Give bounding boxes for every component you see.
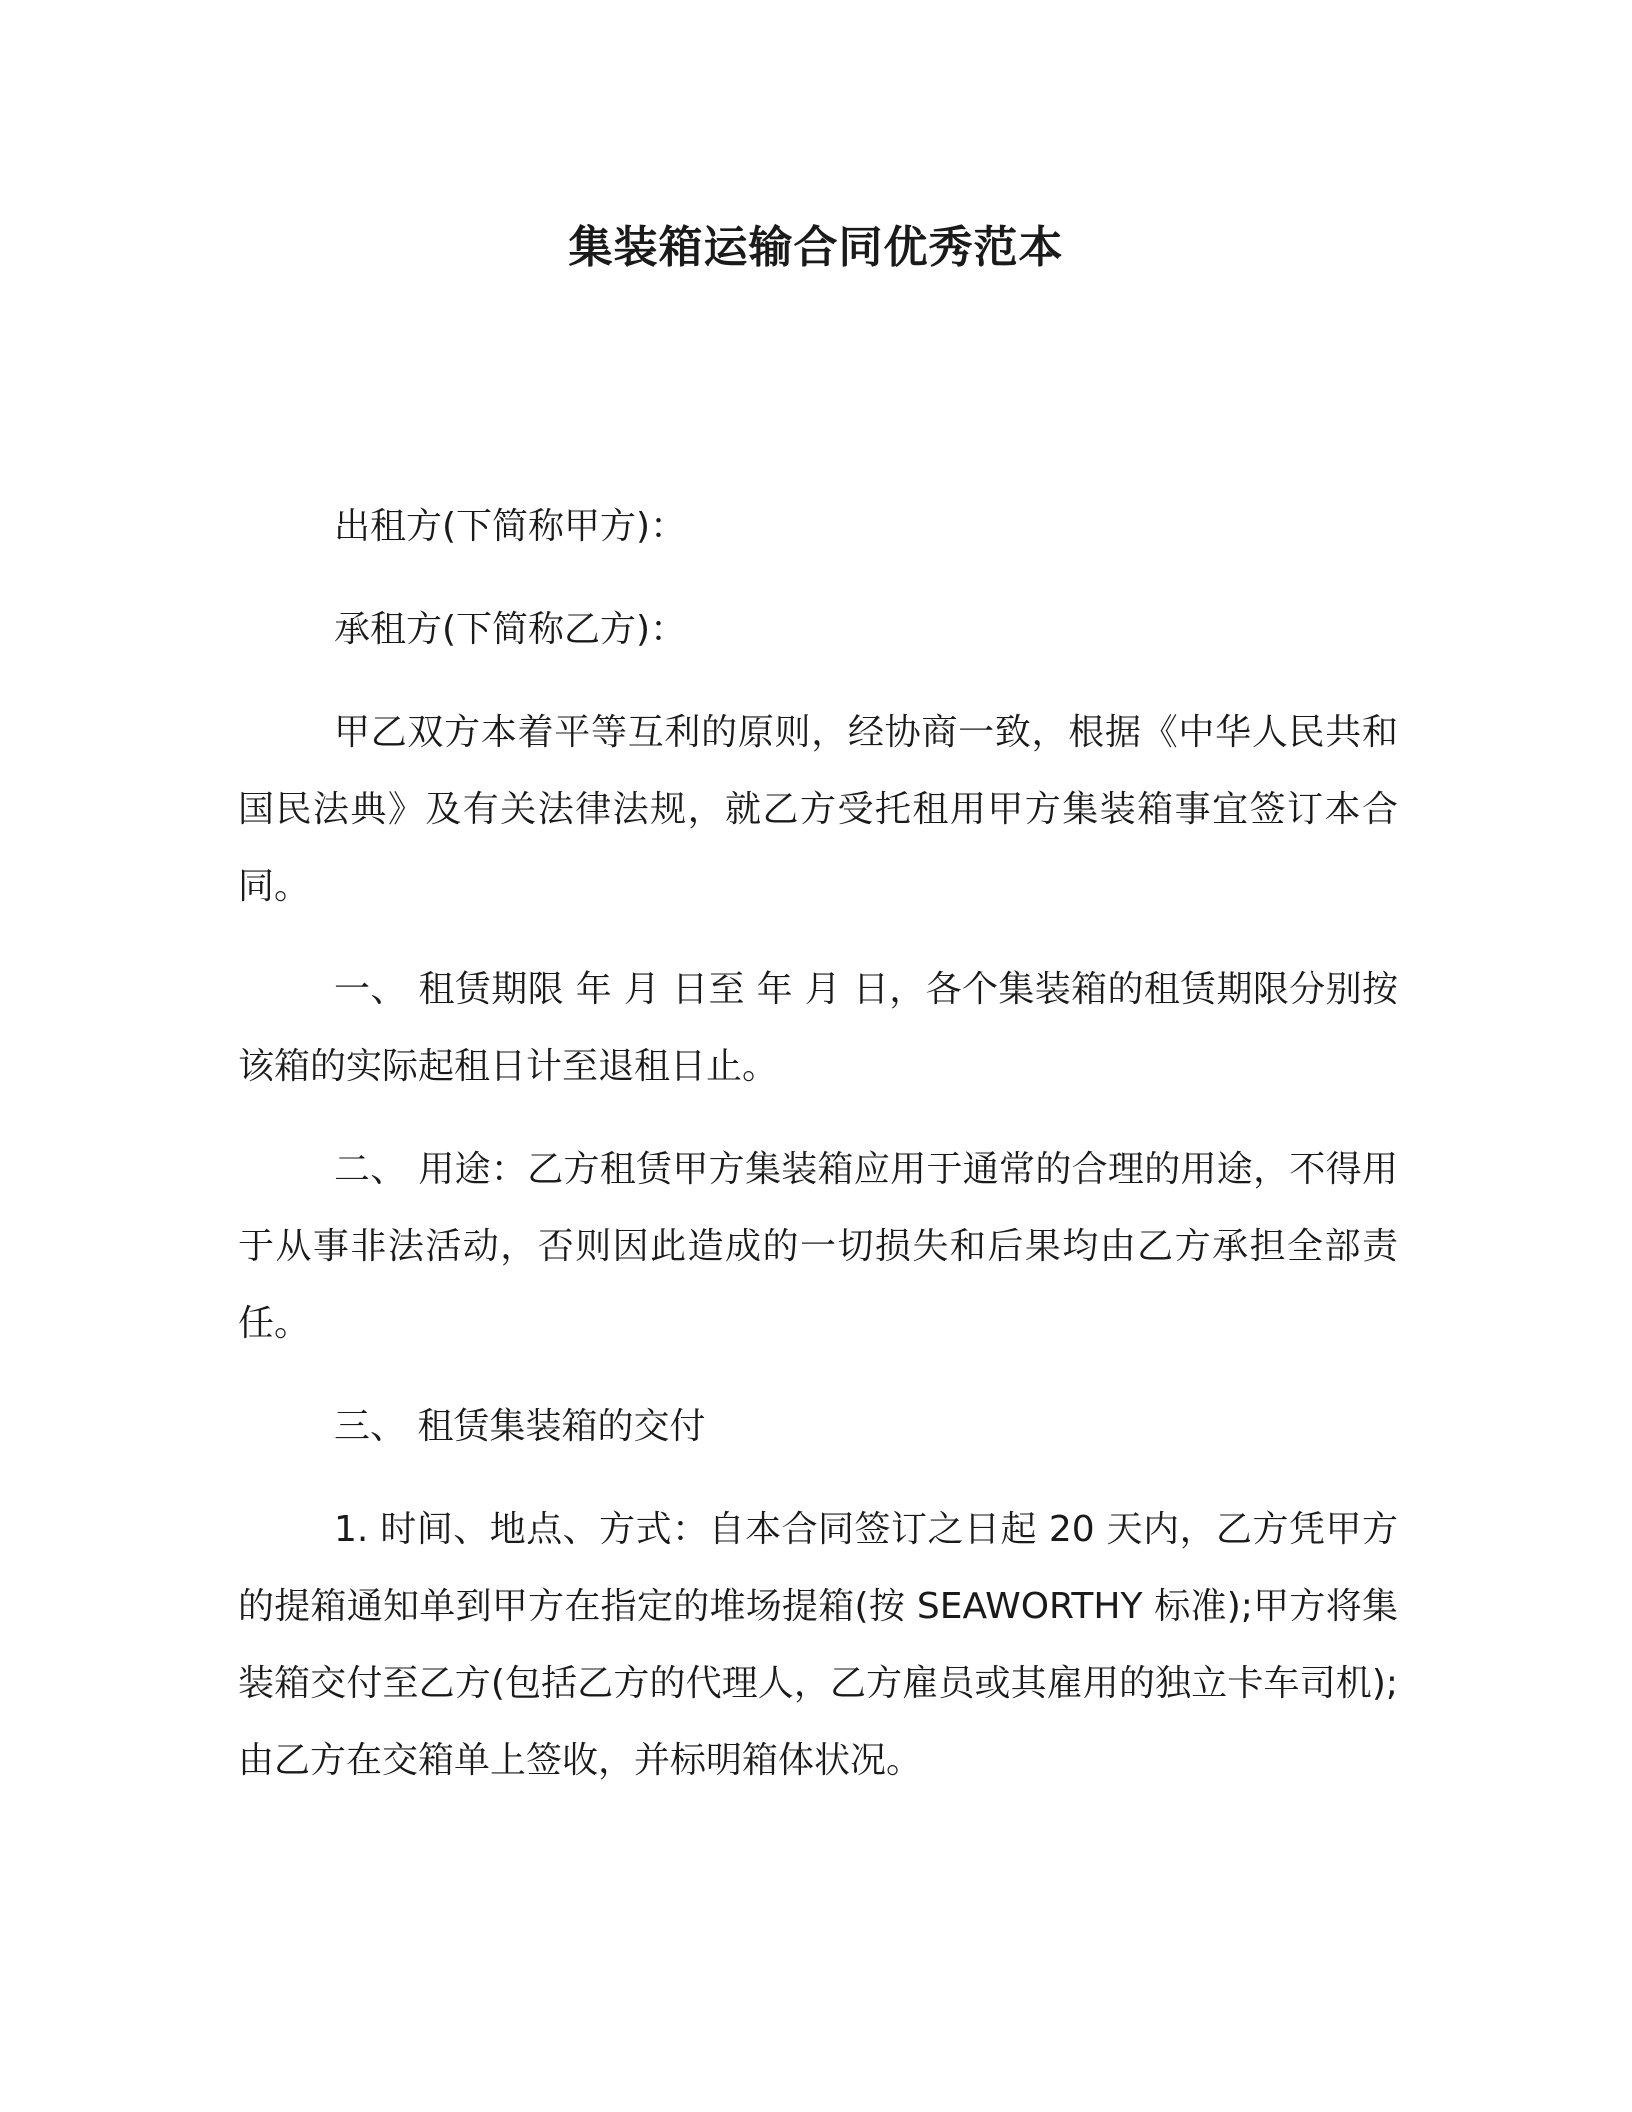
- document-title: 集装箱运输合同优秀范本: [568, 222, 1064, 273]
- paragraph-preamble: [238, 694, 1398, 925]
- paragraph-lessor: [238, 488, 1398, 565]
- paragraph-line: 车司机);由乙方在交箱单上签收，并标明箱体状况。: [238, 1663, 1398, 1781]
- paragraph-line: 和国民法典》及有关法律法规，就乙方受托租用甲方集装箱事宜签订: [238, 712, 1398, 830]
- paragraph-line: 出租方(下简称甲方)：: [334, 506, 687, 547]
- paragraph-delivery-heading: [238, 1388, 1398, 1465]
- paragraph-line: 三、 租赁集装箱的交付: [334, 1406, 706, 1447]
- paragraph-line: 用于从事非法活动，否则因此造成的一切损失和后果均由乙方承担全: [238, 1149, 1398, 1267]
- paragraph-line: 按该箱的实际起租日计至退租日止。: [238, 969, 1398, 1087]
- paragraph-lessee: [238, 591, 1398, 668]
- paragraph-line: 1. 时间、地点、方式：自本合同签订之日起 20 天内，乙方凭甲: [334, 1509, 1362, 1550]
- paragraph-line: 将集装箱交付至乙方(包括乙方的代理人，乙方雇员或其雇用的独立卡: [238, 1586, 1398, 1704]
- paragraph-usage: [238, 1131, 1398, 1362]
- paragraph-line: 本合同。: [238, 789, 1398, 907]
- paragraph-line: 承租方(下简称乙方)：: [334, 609, 687, 650]
- paragraph-lease-term: [238, 951, 1398, 1105]
- paragraph-delivery-time-place: [238, 1491, 1398, 1799]
- paragraph-line: 甲乙双方本着平等互利的原则，经协商一致，根据《中华人民共: [334, 712, 1362, 753]
- paragraph-line: 二、 用途：乙方租赁甲方集装箱应用于通常的合理的用途，不得: [334, 1149, 1362, 1190]
- paragraph-line: 部责任。: [238, 1226, 1398, 1344]
- document-body: [238, 488, 1398, 1825]
- paragraph-line: 方的提箱通知单到甲方在指定的堆场提箱(按 SEAWORTHY 标准);甲方: [238, 1509, 1398, 1627]
- paragraph-line: 一、 租赁期限 年 月 日至 年 月 日，各个集装箱的租赁期限分别: [334, 969, 1362, 1010]
